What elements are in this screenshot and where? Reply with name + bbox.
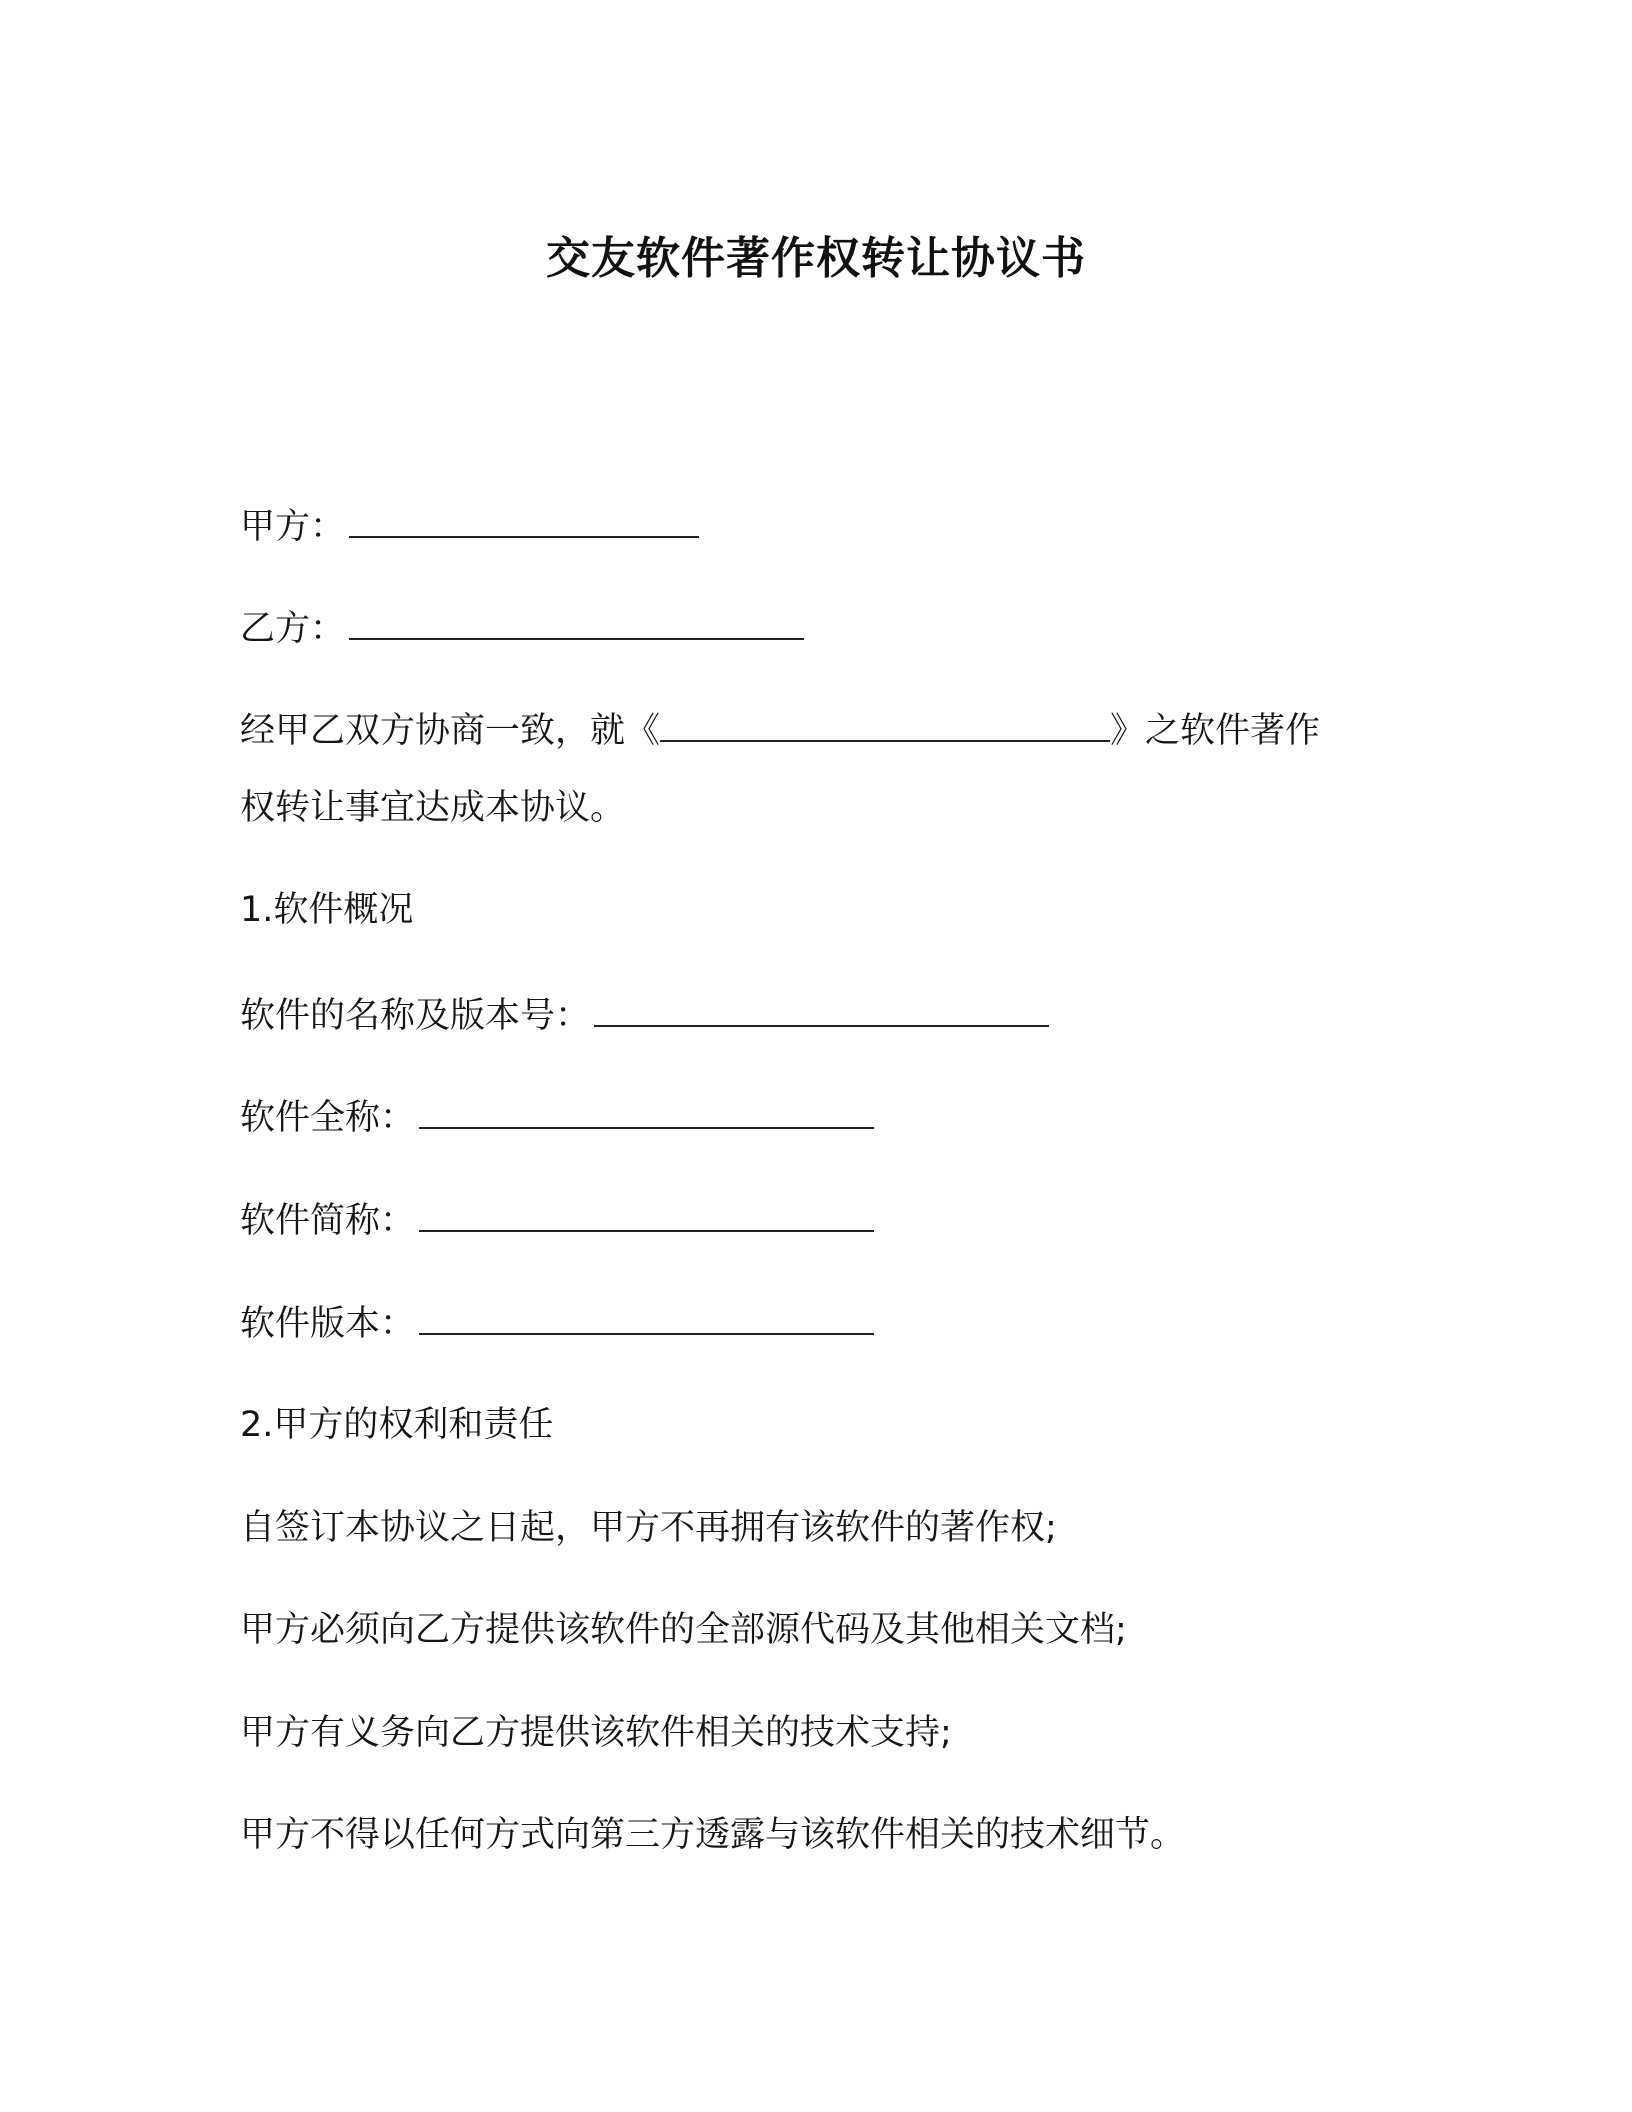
software-shortname-line: [240, 1200, 874, 1241]
document-title: 交友软件著作权转让协议书: [546, 233, 1086, 284]
software-version-blank: [419, 1303, 874, 1335]
section2-heading: 2.甲方的权利和责任: [240, 1405, 554, 1445]
software-name-version-blank: [594, 995, 1049, 1027]
intro-middle: 》之软件著作: [1110, 711, 1321, 751]
section2-item: 自签订本协议之日起，甲方不再拥有该软件的著作权;: [240, 1508, 1057, 1548]
section2-item: 甲方有义务向乙方提供该软件相关的技术支持;: [240, 1713, 952, 1753]
software-shortname-label: 软件简称：: [240, 1201, 416, 1241]
party-b-line: [240, 608, 804, 649]
software-version-label: 软件版本：: [240, 1304, 416, 1344]
party-a-line: [240, 506, 699, 547]
software-name-version-line: [240, 995, 1049, 1036]
software-version-line: [240, 1303, 874, 1344]
section2-item: 甲方不得以任何方式向第三方透露与该软件相关的技术细节。: [240, 1815, 1186, 1855]
intro-prefix: 经甲乙双方协商一致，就《: [240, 711, 661, 751]
software-name-version-label: 软件的名称及版本号：: [240, 996, 591, 1036]
intro-line-2: 权转让事宜达成本协议。: [240, 788, 626, 828]
section2-item: 甲方必须向乙方提供该软件的全部源代码及其他相关文档;: [240, 1610, 1127, 1650]
party-a-blank: [349, 506, 699, 538]
software-title-blank: [660, 710, 1110, 742]
section1-heading: 1.软件概况: [240, 890, 414, 930]
software-fullname-line: [240, 1097, 874, 1138]
party-b-blank: [349, 608, 804, 640]
party-b-label: 乙方：: [240, 609, 346, 649]
software-fullname-blank: [419, 1097, 874, 1129]
software-fullname-label: 软件全称：: [240, 1098, 416, 1138]
intro-line-1: [240, 710, 1320, 751]
software-shortname-blank: [419, 1200, 874, 1232]
party-a-label: 甲方：: [240, 507, 346, 547]
